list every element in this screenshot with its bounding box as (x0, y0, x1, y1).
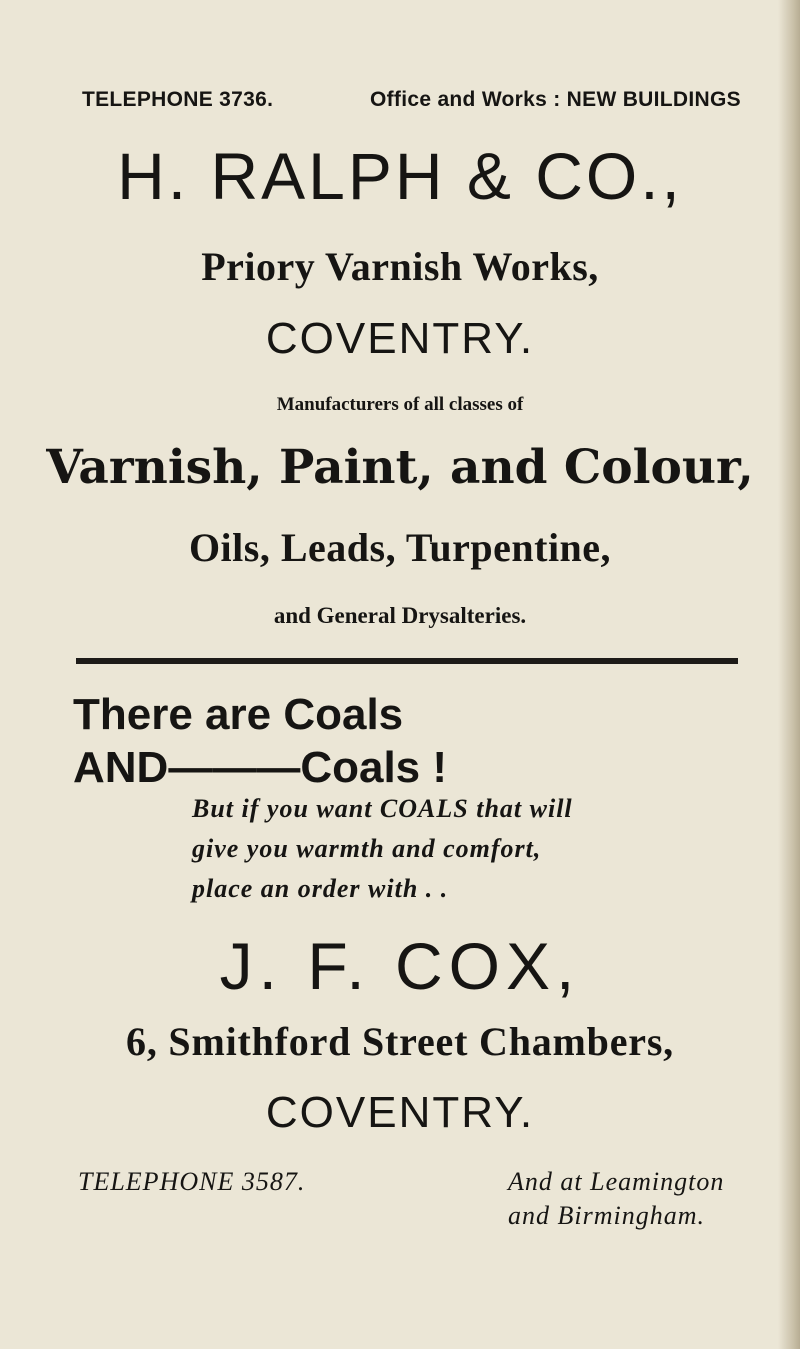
branches-line-1: And at Leamington (508, 1167, 725, 1196)
works-name: Priory Varnish Works, (201, 244, 599, 289)
header-telephone: TELEPHONE 3736. (82, 88, 274, 111)
manufacturers-line: Manufacturers of all classes of (276, 394, 524, 415)
merchant-address: 6, Smithford Street Chambers, (126, 1019, 674, 1064)
branches-line-2: and Birmingham. (508, 1201, 705, 1230)
merchant-city: COVENTRY. (265, 1088, 535, 1137)
coals-pitch-1: But if you want COALS that will (192, 794, 573, 823)
divider-rule (76, 658, 738, 664)
coals-headline-1: There are Coals (73, 690, 404, 739)
drysalteries-line: and General Drysalteries. (273, 603, 527, 628)
header-office: Office and Works : NEW BUILDINGS (370, 88, 741, 111)
coals-pitch-2: give you warmth and comfort, (192, 834, 542, 863)
merchant-name: J. F. COX, (219, 929, 581, 1003)
firm-name: H. RALPH & CO., (117, 139, 683, 213)
merchant-telephone: TELEPHONE 3587. (78, 1167, 306, 1196)
firm-city: COVENTRY. (265, 314, 535, 363)
coals-pitch-3: place an order with . . (192, 874, 449, 903)
coals-headline-2: AND———Coals ! (73, 743, 448, 792)
products-line: Varnish, Paint, and Colour, (46, 440, 754, 495)
oils-line: Oils, Leads, Turpentine, (188, 525, 612, 570)
